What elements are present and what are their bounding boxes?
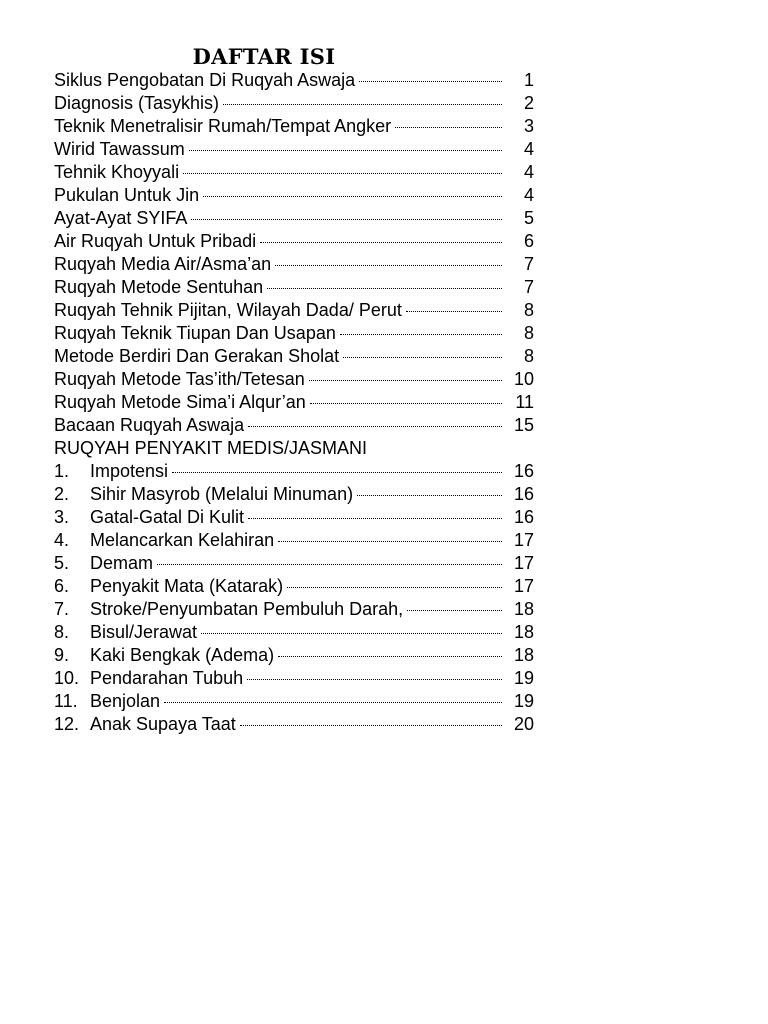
dot-leader (359, 80, 502, 82)
dot-leader (278, 540, 502, 542)
toc-entry (54, 460, 534, 483)
toc-entry-label: Ayat-Ayat SYIFA (54, 208, 188, 228)
toc-entry-label: Anak Supaya Taat (90, 714, 236, 734)
dot-leader (278, 655, 502, 657)
toc-entry (54, 161, 534, 184)
page-title: DAFTAR ISI (192, 44, 336, 69)
toc-entry-label: Tehnik Khoyyali (54, 162, 180, 182)
toc-entry-number: 3. (54, 507, 70, 527)
dot-leader (406, 310, 502, 312)
toc-entry-label: Benjolan (90, 691, 161, 711)
toc-entry-label: Pukulan Untuk Jin (54, 185, 200, 205)
toc-entry (54, 483, 534, 506)
toc-entry (54, 345, 534, 368)
toc-entry-number: 8. (54, 622, 70, 642)
dot-leader (343, 356, 502, 358)
toc-entry-page-number: 8 (523, 346, 534, 366)
toc-entry (54, 207, 534, 230)
toc-entry-label: Metode Berdiri Dan Gerakan Sholat (54, 346, 340, 366)
toc-entry (54, 253, 534, 276)
dot-leader (287, 586, 502, 588)
dot-leader (275, 264, 502, 266)
toc-entry (54, 644, 534, 667)
dot-leader (240, 724, 502, 726)
section-heading: RUQYAH PENYAKIT MEDIS/JASMANI (54, 438, 368, 458)
toc-entry-number: 12. (54, 714, 80, 734)
toc-entry-label: Demam (90, 553, 154, 573)
toc-entry (54, 276, 534, 299)
dot-leader (183, 172, 502, 174)
toc-entry-page-number: 4 (523, 139, 534, 159)
toc-entry-page-number: 19 (513, 668, 534, 688)
toc-entry (54, 115, 534, 138)
toc-entry-page-number: 17 (513, 553, 534, 573)
toc-entry-label: Ruqyah Teknik Tiupan Dan Usapan (54, 323, 336, 343)
dot-leader (267, 287, 502, 289)
toc-entry (54, 368, 534, 391)
toc-entry-label: Ruqyah Metode Sima’i Alqur’an (54, 392, 306, 412)
toc-entry-label: Kaki Bengkak (Adema) (90, 645, 275, 665)
toc-entry-number: 11. (54, 691, 78, 711)
toc-entry (54, 414, 534, 437)
dot-leader (247, 678, 502, 680)
table-of-contents (54, 69, 534, 736)
toc-entry-label: Impotensi (90, 461, 169, 481)
toc-entry (54, 621, 534, 644)
toc-entry-label: Pendarahan Tubuh (90, 668, 244, 688)
toc-entry-label: Siklus Pengobatan Di Ruqyah Aswaja (54, 70, 356, 90)
toc-entry (54, 92, 534, 115)
toc-entry (54, 552, 534, 575)
toc-entry-label: Bacaan Ruqyah Aswaja (54, 415, 245, 435)
dot-leader (172, 471, 502, 473)
toc-entry-label: Bisul/Jerawat (90, 622, 198, 642)
dot-leader (260, 241, 502, 243)
toc-entry-label: Wirid Tawassum (54, 139, 185, 159)
toc-entry-page-number: 4 (523, 185, 534, 205)
toc-entry-page-number: 5 (523, 208, 534, 228)
dot-leader (309, 379, 502, 381)
dot-leader (201, 632, 502, 634)
toc-entry-label: Sihir Masyrob (Melalui Minuman) (90, 484, 354, 504)
toc-entry-page-number: 11 (515, 392, 534, 412)
toc-entry-label: Ruqyah Media Air/Asma’an (54, 254, 272, 274)
dot-leader (157, 563, 502, 565)
toc-entry (54, 506, 534, 529)
toc-entry-page-number: 8 (523, 300, 534, 320)
toc-entry-label: Ruqyah Metode Tas’ith/Tetesan (54, 369, 305, 389)
toc-entry-label: Ruqyah Metode Sentuhan (54, 277, 264, 297)
toc-entry-page-number: 18 (513, 599, 534, 619)
dot-leader (407, 609, 502, 611)
toc-entry (54, 230, 534, 253)
dot-leader (191, 218, 502, 220)
toc-entry-number: 7. (54, 599, 70, 619)
toc-entry-number: 4. (54, 530, 70, 550)
toc-entry (54, 529, 534, 552)
toc-entry-label: Ruqyah Tehnik Pijitan, Wilayah Dada/ Perut (54, 300, 402, 320)
dot-leader (340, 333, 502, 335)
toc-entry-label: Air Ruqyah Untuk Pribadi (54, 231, 257, 251)
toc-entry (54, 690, 534, 713)
toc-entry-label: Melancarkan Kelahiran (90, 530, 275, 550)
dot-leader (164, 701, 502, 703)
toc-entry-page-number: 20 (513, 714, 534, 734)
toc-entry-page-number: 10 (513, 369, 534, 389)
toc-entry-page-number: 6 (523, 231, 534, 251)
dot-leader (310, 402, 502, 404)
toc-entry-page-number: 16 (513, 507, 534, 527)
toc-entry (54, 322, 534, 345)
toc-entry (54, 299, 534, 322)
toc-entry-page-number: 17 (513, 576, 534, 596)
dot-leader (223, 103, 502, 105)
dot-leader (395, 126, 502, 128)
toc-entry-label: Stroke/Penyumbatan Pembuluh Darah, (90, 599, 404, 619)
toc-entry-page-number: 17 (513, 530, 534, 550)
dot-leader (248, 425, 502, 427)
toc-entry-page-number: 3 (523, 116, 534, 136)
toc-entry-page-number: 7 (523, 254, 534, 274)
toc-entry (54, 184, 534, 207)
toc-entry-label: Penyakit Mata (Katarak) (90, 576, 284, 596)
toc-entry-number: 5. (54, 553, 70, 573)
toc-entry-page-number: 4 (523, 162, 534, 182)
toc-entry-page-number: 7 (523, 277, 534, 297)
toc-entry-page-number: 18 (513, 622, 534, 642)
toc-entry-number: 2. (54, 484, 70, 504)
toc-entry-page-number: 16 (513, 484, 534, 504)
toc-entry-page-number: 15 (513, 415, 534, 435)
toc-entry-page-number: 16 (513, 461, 534, 481)
toc-entry-number: 9. (54, 645, 70, 665)
toc-entry-page-number: 18 (513, 645, 534, 665)
toc-entry-label: Gatal-Gatal Di Kulit (90, 507, 245, 527)
toc-entry-page-number: 8 (523, 323, 534, 343)
toc-entry (54, 713, 534, 736)
toc-entry-page-number: 19 (513, 691, 534, 711)
toc-entry (54, 138, 534, 161)
dot-leader (189, 149, 502, 151)
toc-entry (54, 598, 534, 621)
toc-entry-label: Teknik Menetralisir Rumah/Tempat Angker (54, 116, 392, 136)
dot-leader (357, 494, 502, 496)
toc-entry-page-number: 2 (523, 93, 534, 113)
toc-entry-number: 1. (54, 461, 70, 481)
toc-entry (54, 69, 534, 92)
toc-entry-label: Diagnosis (Tasykhis) (54, 93, 220, 113)
toc-entry-number: 10. (54, 668, 80, 688)
toc-entry-page-number: 1 (523, 70, 534, 90)
dot-leader (203, 195, 502, 197)
dot-leader (248, 517, 502, 519)
toc-entry-number: 6. (54, 576, 70, 596)
toc-entry (54, 391, 534, 414)
toc-entry (54, 667, 534, 690)
toc-entry (54, 575, 534, 598)
